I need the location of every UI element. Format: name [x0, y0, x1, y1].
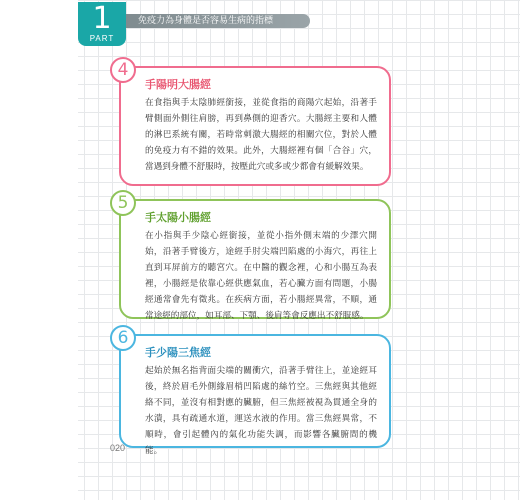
page-number: 020 [110, 443, 126, 453]
section-body: 起始於無名指背面尖端的關衝穴，沿著手臂往上，並途經耳後，終於眉毛外側緣眉梢凹陷處的絲竹空。三焦經與其他經絡不同，並沒有相對應的臟腑，但三焦經被視為貫通全身的水潰，具有疏通水道，運送水液的作用。當三焦經異常，不順時，會引起體內的氣化功能失調，而影響各臟腑間的機能。 [145, 366, 377, 456]
meridian-card-triple-burner [119, 334, 391, 456]
part-tab [78, 2, 126, 46]
section-number-badge: 6 [110, 325, 136, 351]
section-title: 手太陽小腸經 [145, 211, 211, 224]
section-body: 在食指與手太陰肺經銜接，並從食指的商陽穴起始，沿著手臂側面外側往肩膀，再到鼻側的迎香穴。大腸經主要和人體的淋巴系統有關，若時常刺激大腸經的相關穴位，對於人體的免疫力有不錯的效果。此外，大腸經裡有個「合谷」穴，當遇到身體不舒服時，按壓此穴或多或少都會有緩解效果。 [145, 98, 377, 172]
section-title: 手少陽三焦經 [145, 346, 211, 359]
chapter-title: 免疫力為身體是否容易生病的指標 [126, 14, 310, 28]
page-margin [0, 0, 78, 500]
section-number-badge: 5 [110, 190, 136, 216]
meridian-card-large-intestine [119, 66, 391, 186]
section-body: 在小指與手少陰心經銜接，並從小指外側末端的少澤穴開始，沿著手臂後方，途經手肘尖端凹陷處的小海穴，再往上直到耳屏前方的聽宮穴。在中醫的觀念裡，心和小腸互為表裡，小腸經是依靠心經供應氣血，若心臟方面有問題，小腸經通常會先有徵兆。在疾病方面，若小腸經異常，不順，通常途經的部位，如耳部、下顎、後肩等會反應出不舒服感。 [145, 231, 377, 321]
section-number-badge: 4 [110, 57, 136, 83]
section-title: 手陽明大腸經 [145, 78, 211, 91]
part-number: 1 [92, 1, 112, 36]
part-label: PART [89, 34, 115, 43]
meridian-card-small-intestine [119, 199, 391, 319]
